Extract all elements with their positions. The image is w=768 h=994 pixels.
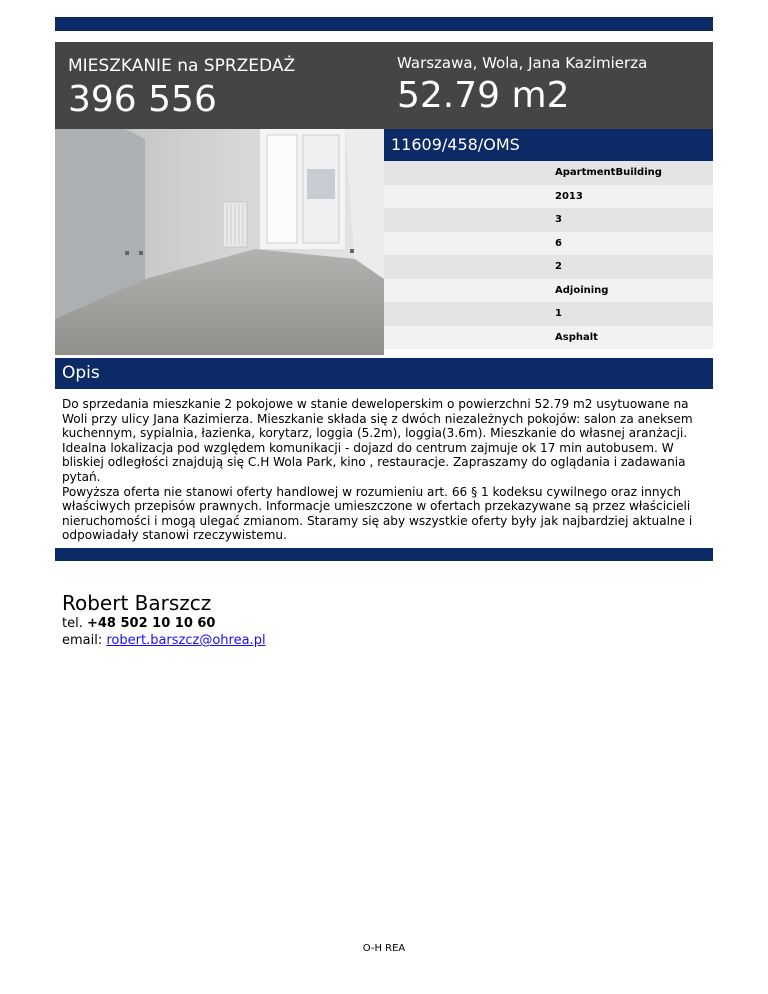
disclaimer-paragraph: Powyższa oferta nie stanowi oferty handlowej w rozumieniu art. 66 § 1 kodeksu cywilnego oraz innych właściwych przepisów prawnych. Informacje umieszczone w ofertach przekazywane są przez właścicieli nieruchomości i mogą ulegać zmianom. Staramy się aby wszystkie oferty były jak najbardziej aktualne i odpowiadały stanowi rzeczywistemu. — [62, 484, 693, 543]
description-paragraph: Do sprzedania mieszkanie 2 pokojowe w stanie deweloperskim o powierzchni 52.79 m2 usytuowane na Woli przy ulicy Jana Kazimierza. Mieszkanie składa się z dwóch niezależnych pokojów: salon za aneksem kuchennym, sypialnia, łazienka, korytarz, loggia (5.2m), loggia(3.6m). Mieszkanie do własnej aranżacji. Idealna lokalizacja pod względem komunikacji - dojazd do centrum zajmuje ok 17 min autobusem. W bliskiej odległości znajdują się C.H Wola Park, kino , restauracje. Zapraszamy do oglądania i zadawania pytań. — [62, 397, 693, 484]
detail-year-built: 2013 — [384, 185, 713, 209]
offer-type-label: MIESZKANIE na SPRZEDAŻ — [68, 56, 296, 76]
email-label: email: — [62, 633, 103, 648]
phone-label: tel. — [62, 616, 83, 631]
agent-phone-line — [62, 615, 266, 632]
agent-contact — [62, 591, 266, 649]
bottom-accent-bar — [55, 548, 713, 561]
detail-rooms: 2 — [384, 255, 713, 279]
detail-floor: 3 — [384, 208, 713, 232]
price: 396 556 — [68, 79, 217, 120]
listing-header — [55, 42, 713, 129]
description-text — [62, 397, 710, 543]
agent-email-line — [62, 632, 266, 649]
details-panel — [384, 129, 713, 349]
agent-name: Robert Barszcz — [62, 591, 212, 615]
property-photo — [55, 129, 384, 355]
location: Warszawa, Wola, Jana Kazimierza — [397, 54, 648, 72]
area: 52.79 m2 — [397, 75, 570, 116]
detail-road: Asphalt — [384, 326, 713, 350]
top-accent-bar — [55, 17, 713, 31]
reference-number: 11609/458/OMS — [384, 129, 713, 161]
agent-phone: +48 502 10 10 60 — [86, 616, 216, 631]
detail-kitchen: Adjoining — [384, 279, 713, 303]
description-header — [55, 358, 713, 389]
description-title: Opis — [62, 363, 100, 383]
footer-company: O-H REA — [362, 943, 406, 954]
agent-email-link[interactable]: robert.barszcz@ohrea.pl — [106, 633, 266, 648]
detail-building-type: ApartmentBuilding — [384, 161, 713, 185]
detail-floors-total: 6 — [384, 232, 713, 256]
detail-bathrooms: 1 — [384, 302, 713, 326]
